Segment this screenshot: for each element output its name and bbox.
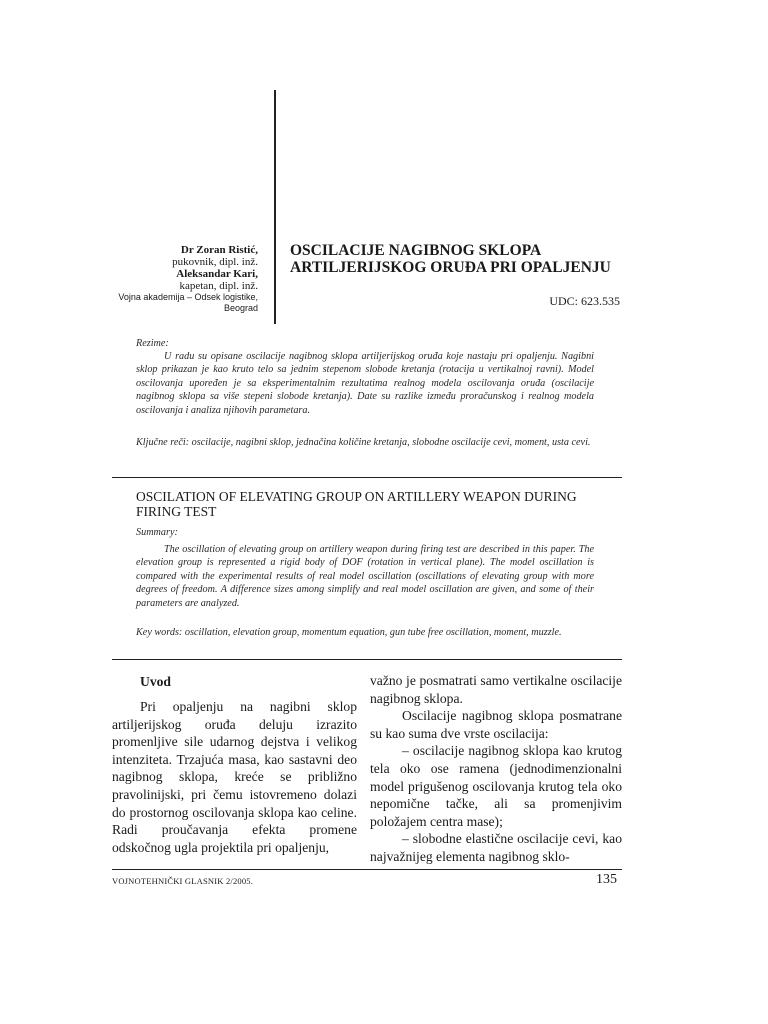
body-paragraph: Oscilacije nagibnog sklopa posmatrane su kao suma dve vrste oscilacija:: [370, 708, 622, 741]
section-divider: [112, 477, 622, 478]
abstract-text: [136, 350, 594, 417]
abstract-paragraph: U radu su opisane oscilacije nagibnog sklopa artiljerijskog oruđa koje nastaju pri opaljenju. Nagibni sklop prikazan je kao kruto telo sa jednim stepenom slobode kretanja (rotacija u vertikalnoj ravni). Model oscilovanja upoređen je sa eksperimentalnim rezultatima realnog modela oscilovanja oruđa (oscilacije nagibnog sklopa sa više stepeni slobode kretanja). Date su razlike između proračunskog i realnog modela oscilovanja i analiza njihovih parametara.: [136, 351, 594, 416]
keywords-english: Key words: oscillation, elevation group, momentum equation, gun tube free oscillation, moment, muzzle.: [136, 627, 562, 638]
footer-divider: [112, 869, 622, 870]
abstract-label: Rezime:: [136, 338, 169, 349]
body-paragraph: Pri opaljenju na nagibni sklop artiljerijskog oruđa deluju izrazito promenljive sile udarnog dejstva i velikog intenziteta. Trzajuća masa, kao sastavni deo nagibnog sklopa, kreće se približno pravolinijski, pri čemu istovremeno dolazi do prostornog oscilovanja sklopa kao celine. Radi proučavanja efekta promene odskočnog ugla projektila pri opaljenju,: [112, 699, 357, 855]
journal-name: VOJNOTEHNIČKI GLASNIK 2/2005.: [112, 876, 254, 886]
paper-title-serbian: [290, 242, 630, 276]
summary-text: [136, 543, 594, 610]
keywords-serbian: Ključne reči: oscilacije, nagibni sklop, jednačina količine kretanja, slobodne oscilacije cevi, moment, usta cevi.: [136, 437, 591, 448]
section-divider: [112, 659, 622, 660]
section-heading: Uvod: [140, 674, 171, 689]
paper-title-english: OSCILATION OF ELEVATING GROUP ON ARTILLERY WEAPON DURING FIRING TEST: [136, 489, 577, 519]
summary-paragraph: The oscillation of elevating group on artillery weapon during firing test are described in this paper. The elevation group is represented a rigid body of DOF (rotation in vertical plane). The model oscillation is compared with the experimental results of real model oscillation (oscillations of elevating group with more degrees of freedom. A difference sizes among simplify and real model oscillation are given, and some of their parameters are analyzed.: [136, 544, 594, 609]
institution-city: Beograd: [223, 303, 258, 313]
body-column-right: [370, 672, 622, 866]
header-divider: [274, 90, 276, 324]
author-rank: pukovnik, dipl. inž.: [172, 256, 258, 268]
body-paragraph: – slobodne elastične oscilacije cevi, kao najvažnijeg elementa nagibnog sklo-: [370, 831, 622, 864]
title-line: OSCILACIJE NAGIBNOG SKLOPA: [290, 242, 542, 259]
page-number: 135: [596, 872, 617, 887]
author-rank: kapetan, dipl. inž.: [179, 280, 258, 292]
body-paragraph: – oscilacije nagibnog sklopa kao krutog tela oko ose ramena (jednodimenzionalni model prigušenog oscilovanja krutog tela oko nepomične tačke, ali sa promenjivim položajem centra mase);: [370, 743, 622, 829]
body-paragraph: važno je posmatrati samo vertikalne oscilacije nagibnog sklopa.: [370, 673, 622, 706]
udc-code: UDC: 623.535: [549, 294, 620, 308]
author-name: Dr Zoran Ristić,: [180, 244, 258, 256]
author-name: Aleksandar Kari,: [176, 268, 258, 280]
institution: Vojna akademija – Odsek logistike,: [118, 292, 258, 302]
title-line: ARTILJERIJSKOG ORUĐA PRI OPALJENJU: [290, 259, 611, 276]
author-block: [58, 244, 258, 314]
summary-label: Summary:: [136, 527, 178, 538]
body-column-left: [112, 698, 357, 856]
